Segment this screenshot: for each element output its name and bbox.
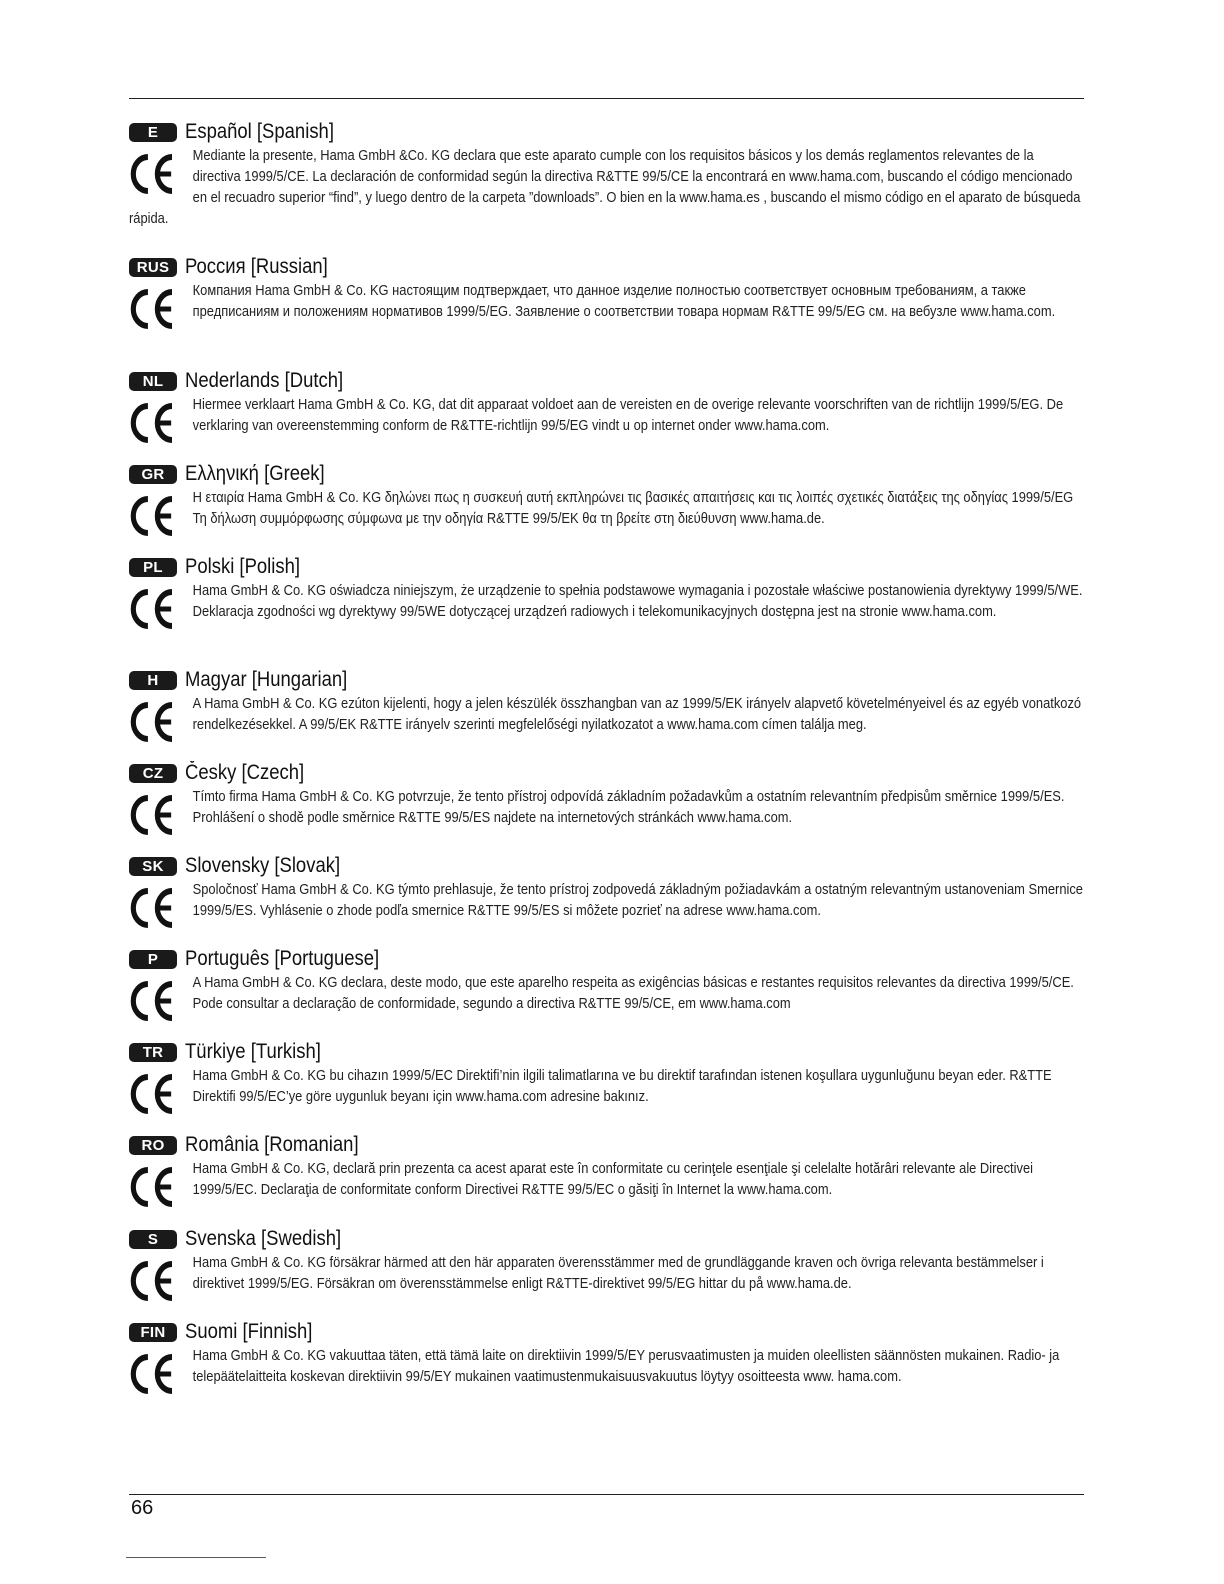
declaration-body [129, 280, 1084, 322]
declaration-body [129, 394, 1084, 436]
section-heading [129, 255, 1084, 279]
declaration-section [129, 1320, 1084, 1397]
declaration-section [129, 761, 1084, 838]
top-rule [129, 98, 1084, 99]
declaration-text: Hama GmbH & Co. KG oświadcza niniejszym, że urządzenie to spełnia podstawowe wymagania i pozostałe właściwe postanowienia dyrektywy 1999/5/WE. Deklaracja zgodności wg dyrektywy 99/5WE dotyczącej urządzeń radiowych i telekomunikacyjnych dostępna jest na stronie www.hama.com. [192, 582, 1083, 620]
ce-mark-icon [129, 885, 176, 931]
section-heading [129, 1227, 1084, 1251]
declaration-text: Hiermee verklaart Hama GmbH & Co. KG, dat dit apparaat voldoet aan de vereisten en de overige relevante voorschriften van de richtlijn 1999/5/EG. De verklaring van overeenstemming conform de R&TTE-richtlijn 99/5/EG vindt u op internet onder www.hama.com. [192, 396, 1064, 434]
declaration-section [129, 120, 1084, 229]
page-number: 66 [131, 1497, 154, 1519]
language-code-badge: SK [129, 857, 177, 876]
declaration-body [129, 487, 1084, 529]
declaration-text: A Hama GmbH & Co. KG declara, deste modo, que este aparelho respeita as exigências básicas e restantes requisitos relevantes da directiva 1999/5/CE. Pode consultar a declaração de conformidade, segundo a directiva R&TTE 99/5/CE, em www.hama.com [192, 974, 1074, 1012]
declaration-section [129, 255, 1084, 332]
ce-mark-icon [129, 586, 176, 632]
language-title: Español [Spanish] [185, 120, 334, 143]
declaration-body [129, 879, 1084, 921]
language-title: Polski [Polish] [185, 555, 301, 578]
footer-link-underline [126, 1557, 266, 1558]
language-code-badge: CZ [129, 764, 177, 783]
declaration-section [129, 1040, 1084, 1117]
ce-mark-icon [129, 493, 176, 539]
declaration-body [129, 1252, 1084, 1294]
declaration-section [129, 668, 1084, 745]
declaration-text: Hama GmbH & Co. KG, declară prin prezenta ca acest aparat este în conformitate cu cerinţele esenţiale şi celelalte hotărâri relevante ale Directivei 1999/5/EC. Declaraţia de conformitate conform Directivei R&TTE 99/5/EC o găsiţi în Internet la www.hama.com. [192, 1160, 1033, 1198]
section-heading [129, 120, 1084, 144]
declaration-section [129, 462, 1084, 539]
language-code-badge: P [129, 950, 177, 969]
ce-mark-icon [129, 151, 176, 197]
declaration-text: Hama GmbH & Co. KG vakuuttaa täten, että tämä laite on direktiivin 1999/5/EY perusvaatimusten ja muiden oleellisten säännösten mukainen. Radio- ja telepäätelaitteita koskevan direktiivin 99/5/EY mukainen vaatimustenmukaisuusvakuutus löytyy osoitteesta www. hama.com. [192, 1347, 1060, 1385]
declaration-section [129, 947, 1084, 1024]
section-heading [129, 854, 1084, 878]
section-heading [129, 462, 1084, 486]
language-code-badge: RO [129, 1136, 177, 1155]
declaration-body [129, 1345, 1084, 1387]
section-heading [129, 668, 1084, 692]
language-code-badge: TR [129, 1043, 177, 1062]
declaration-text: Η εταιρία Hama GmbH & Co. KG δηλώνει πως η συσκευή αυτή εκπληρώνει τις βασικές απαιτήσεις και τις λοιπές σχετικές διατάξεις της οδηγίας 1999/5/EG Τη δήλωση συμμόρφωσης σύμφωνα με την οδηγία R&TTE 99/5/EK θα τη βρείτε στη διεύθυνση www.hama.de. [192, 489, 1074, 527]
section-heading [129, 369, 1084, 393]
section-heading [129, 1040, 1084, 1064]
declaration-body [129, 145, 1084, 229]
declaration-text: Компания Hama GmbH & Co. KG настоящим подтверждает, что данное изделие полностью соответствует основным требованиям, а также предписаниям и положениям нормативов 1999/5/EG. Заявление о соответствии товара нормам R&TTE 99/5/EG см. на вебузле www.hama.com. [192, 282, 1056, 320]
language-code-badge: GR [129, 465, 177, 484]
ce-mark-icon [129, 792, 176, 838]
declaration-body [129, 693, 1084, 735]
language-title: Česky [Czech] [185, 761, 305, 784]
ce-mark-icon [129, 1258, 176, 1304]
declaration-text: Hama GmbH & Co. KG bu cihazın 1999/5/EC Direktifi’nin ilgili talimatlarına ve bu direktif tarafından istenen koşullara uygunluğunu beyan eder. R&TTE Direktifi 99/5/EC’ye göre uygunluk beyanı için www.hama.com adresine bakınız. [192, 1067, 1052, 1105]
language-title: Magyar [Hungarian] [185, 668, 348, 691]
language-title: Suomi [Finnish] [185, 1320, 313, 1343]
ce-mark-icon [129, 1164, 176, 1210]
section-heading [129, 947, 1084, 971]
language-code-badge: RUS [129, 258, 177, 277]
declaration-text: Mediante la presente, Hama GmbH &Co. KG declara que este aparato cumple con los requisitos básicos y los demás reglamentos relevantes de la directiva 1999/5/CE. La declaración de conformidad según la directiva R&TTE 99/5/CE la encontrará en www.hama.com, buscando el código mencionado en el recuadro superior “find”, y luego dentro de la carpeta ”downloads”. O bien en la www.hama.es , buscando el mismo código en el aparato de búsqueda rápida. [129, 147, 1081, 227]
language-code-badge: PL [129, 558, 177, 577]
section-heading [129, 555, 1084, 579]
bottom-rule [129, 1494, 1084, 1495]
ce-mark-icon [129, 286, 176, 332]
declaration-section [129, 555, 1084, 632]
declaration-body [129, 580, 1084, 622]
declaration-section [129, 854, 1084, 931]
ce-mark-icon [129, 400, 176, 446]
declaration-text: A Hama GmbH & Co. KG ezúton kijelenti, hogy a jelen készülék összhangban van az 1999/5/EK irányelv alapvető követelményeivel és az egyéb vonatkozó rendelkezésekkel. A 99/5/EK R&TTE irányelv szerinti megfelelőségi nyilatkozatot a www.hama.com címen találja meg. [192, 695, 1082, 733]
declaration-text: Tímto firma Hama GmbH & Co. KG potvrzuje, že tento přístroj odpovídá základním požadavkům a ostatním relevantním předpisům směrnice 1999/5/ES. Prohlášení o shodě podle směrnice R&TTE 99/5/ES najdete na internetových stránkách www.hama.com. [192, 788, 1065, 826]
language-title: Россия [Russian] [185, 255, 328, 278]
language-title: Ελληνική [Greek] [185, 462, 325, 485]
section-heading [129, 1320, 1084, 1344]
declaration-text: Spoločnosť Hama GmbH & Co. KG týmto prehlasuje, že tento prístroj zodpovedá základným požiadavkám a ostatným relevantným ustanoveniam Smernice 1999/5/ES. Vyhlásenie o zhode podľa smernice R&TTE 99/5/ES si môžete pozrieť na adrese www.hama.com. [192, 881, 1083, 919]
language-title: Slovensky [Slovak] [185, 854, 341, 877]
section-heading [129, 761, 1084, 785]
section-heading [129, 1133, 1084, 1157]
language-title: Nederlands [Dutch] [185, 369, 344, 392]
ce-mark-icon [129, 699, 176, 745]
declaration-body [129, 1065, 1084, 1107]
ce-mark-icon [129, 1351, 176, 1397]
declaration-body [129, 786, 1084, 828]
language-title: Türkiye [Turkish] [185, 1040, 321, 1063]
language-title: Svenska [Swedish] [185, 1227, 342, 1250]
language-code-badge: S [129, 1230, 177, 1249]
language-code-badge: H [129, 671, 177, 690]
declaration-section [129, 1227, 1084, 1304]
language-title: România [Romanian] [185, 1133, 359, 1156]
ce-mark-icon [129, 1071, 176, 1117]
ce-mark-icon [129, 978, 176, 1024]
language-code-badge: E [129, 123, 177, 142]
declaration-body [129, 972, 1084, 1014]
language-title: Português [Portuguese] [185, 947, 380, 970]
declaration-body [129, 1158, 1084, 1200]
declaration-text: Hama GmbH & Co. KG försäkrar härmed att den här apparaten överensstämmer med de grundläggande kraven och övriga relevanta bestämmelser i direktivet 1999/5/EG. Försäkran om överensstämmelse enligt R&TTE-direktivet 99/5/EG hittar du på www.hama.de. [192, 1254, 1044, 1292]
declaration-section [129, 369, 1084, 446]
language-code-badge: NL [129, 372, 177, 391]
declaration-section [129, 1133, 1084, 1210]
language-code-badge: FIN [129, 1323, 177, 1342]
